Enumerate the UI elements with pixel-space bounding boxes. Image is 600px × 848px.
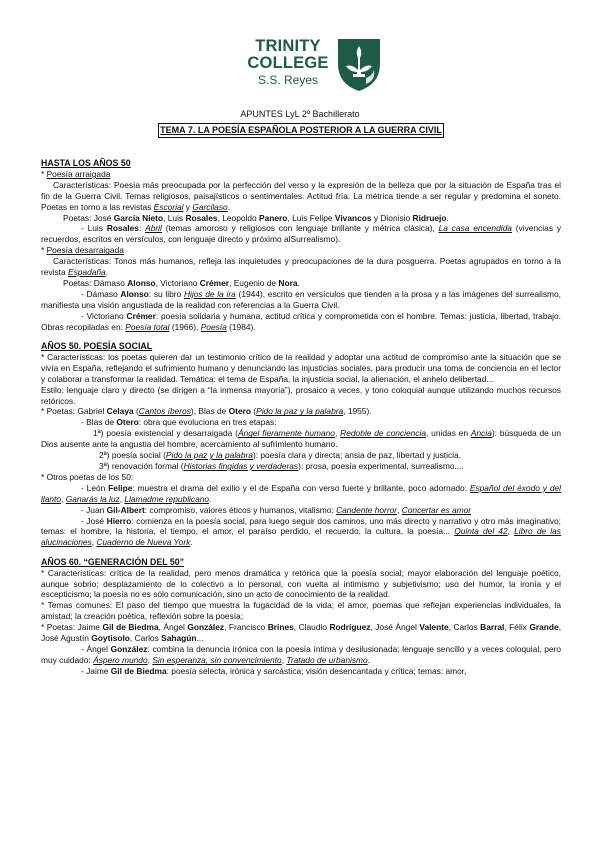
paragraph-leon-felipe: - León Felipe: muestra el drama del exilio y el de España con verso fuerte y brillante, poco adornado: Español del éxodo y del llanto, Ganarás la luz, Llamadme republicano. [41, 482, 561, 504]
paragraph-desarraigada-poetas: Poetas: Dámaso Alonso, Victoriano Crémer, Eugenio de Nora. [63, 277, 300, 288]
paragraph-social-estilo: Estilo: lenguaje claro y directo (se dirigen a “la inmensa mayoría”), prosaico a veces, y tono coloquial aunque utilizando muchos recursos retóricos. [41, 384, 561, 406]
logo-line-trinity: TRINITY [255, 37, 321, 55]
section-heading-anos-50: AÑOS 50. POESÍA SOCIAL [41, 341, 153, 351]
paragraph-gen50-poetas: * Poetas: Jaime Gil de Biedma, Ángel González, Francisco Brines, Claudio Rodríguez, José Ángel Valente, Carlos Barral, Félix Grande, José Agustín Goytisolo, Carlos Sahagún... [41, 622, 562, 644]
section-heading-hasta-50: HASTA LOS AÑOS 50 [41, 158, 131, 168]
logo-line-location: S.S. Reyes [257, 73, 319, 87]
section-heading-anos-60: AÑOS 60. “GENERACIÓN DEL 50” [41, 556, 185, 567]
logo-wordmark [244, 38, 332, 87]
paragraph-blas-de-otero: - Blas de Otero: obra que evoluciona en tres etapas: [81, 417, 277, 428]
paragraph-gen50-temas: * Temas comunes: El paso del tiempo que muestra la fugacidad de la vida; el amor, poemas que reflejan experiencias individuales, la amistad; la creación poética, reflexión sobre la poesía; [41, 600, 561, 622]
paragraph-arraigada-caracteristicas: Características: Poesía más preocupada por la perfección del verso y la expresión de la belleza que por la situación de España tras el fin de la Guerra Civil. Temas religiosos, paisajísticos o sentimentales. Actitud fría. La métrica tiende a ser regular y predomina el soneto. Poetas en torno a las revistas Escorial y Garcilaso. [41, 179, 561, 212]
lion-fleur-de-lis-crest-icon [336, 36, 382, 92]
paragraph-gen50-caracteristicas: * Características: crítica de la realidad, pero menos dramática y retórica que la poesía social; mayor elaboración del lenguaje poético, aunque sobrio; desplazamiento de lo colectivo a lo personal, con vuelta al intimismo y subjetivismo; uso del humor, la ironía y el escepticismo; la poesía no es sólo comunicación, sino un acto de conocimiento de la realidad. [41, 567, 561, 600]
subheading-poesia-arraigada: * Poesía arraigada [41, 168, 111, 179]
topic-title-box [158, 123, 444, 138]
logo-line-college: COLLEGE [247, 54, 329, 72]
document-body [41, 158, 561, 677]
paragraph-gil-albert: - Juan Gil-Albert: compromiso, valores éticos y humanos, vitalismo: Candente horror, Concertar es amor [81, 504, 472, 515]
paragraph-desarraigada-caracteristicas: Características: Tonos más humanos, refleja las inquietudes y preocupaciones de la dura posguerra. Poetas agrupados en torno a la revista Espadaña. [41, 256, 561, 278]
course-label: APUNTES LyL 2º Bachillerato [240, 109, 360, 119]
paragraph-victoriano-cremer: - Victoriano Crémer: poesía solidaria y humana, actitud crítica y comprometida con el hombre. Temas: justicia, libertad, trabajo. Obras recopiladas en: Poesía total (1966), Poesía (1984). [41, 310, 561, 332]
paragraph-jose-hierro: - José Hierro: comienza en la poesía social, para luego seguir dos caminos, uno más directo y narrativo y otro más imaginativo; temas: el hombre, la historia, el tiempo, el amor, el paraíso perdido, el recuerdo, la cultura, la poesía... Quinta del 42, Libro de las alucinaciones, Cuaderno de Nueva York. [41, 515, 562, 548]
paragraph-arraigada-poetas: Poetas: José García Nieto, Luis Rosales, Leopoldo Panero, Luis Felipe Vivancos y Dionisio Ridruejo. [63, 212, 449, 223]
paragraph-damaso-alonso: - Dámaso Alonso: su libro Hijos de la ira (1944), escrito en versículos que tienden a la prosa y a las imágenes del surrealismo, manifiesta una visión angustiada de la realidad con referencias a la Guerra Civil. [41, 288, 561, 310]
paragraph-social-caracteristicas: * Características: los poetas quieren dar un testimonio crítico de la realidad y adoptar una actitud de compromiso ante la situación que se vivía en España, reflejando el sufrimiento humano y denunciando las injusticias sociales, para producir una toma de conciencia en el lector y colaborar a transformar la realidad. Temática: el tema de España, la injusticia social, la alienación, el anhelo delibertad... [41, 351, 561, 384]
paragraph-gil-de-biedma: - Jaime Gil de Biedma: poesía selecta, irónica y sarcástica; visión desencantada y crítica; temas: amor, [81, 665, 467, 676]
list-item-etapa-2: 2ª) poesía social (Pido la paz y la palabra): poesía clara y directa; ansia de paz, libertad y justicia. [99, 450, 462, 461]
paragraph-otros-poetas: * Otros poetas de los 50: [41, 471, 134, 482]
paragraph-rosales: - Luis Rosales: Abril (temas amoroso y religiosos con lenguaje brillante y métrica clásica), La casa encendida (vivencias y recuerdos, escritos en versículos, con lenguaje directo y próximo alSurrealismo). [41, 223, 562, 245]
list-item-etapa-3: 3ª) renovación formal (Historias fingidas y verdaderas): prosa, poesía experimental, surrealismo.... [99, 460, 464, 471]
paragraph-social-poetas: * Poetas: Gabriel Celaya (Cantos íberos), Blas de Otero (Pido la paz y la palabra, 1955). [41, 406, 372, 417]
paragraph-angel-gonzalez: - Ángel González: combina la denuncia irónica con la poesía íntima y desilusionada; lenguaje sencillo y a veces coloquial, pero muy cuidado: Áspero mundo, Sin esperanza, sin convencimiento, Tratado de urbanismo. [41, 643, 561, 665]
topic-title: TEMA 7. LA POESÍA ESPAÑOLA POSTERIOR A LA GUERRA CIVIL [160, 125, 442, 135]
list-item-etapa-1: 1ª) poesía existencial y desarraigada (Ángel fieramente humano, Redoble de conciencia, unidas en Ancia): búsqueda de un Dios ausente ante la angustia del hombre, acercamiento al sufrimiento humano. [41, 428, 561, 450]
school-logo [0, 36, 600, 96]
subheading-poesia-desarraigada: * Poesía desarraigada [41, 245, 124, 256]
